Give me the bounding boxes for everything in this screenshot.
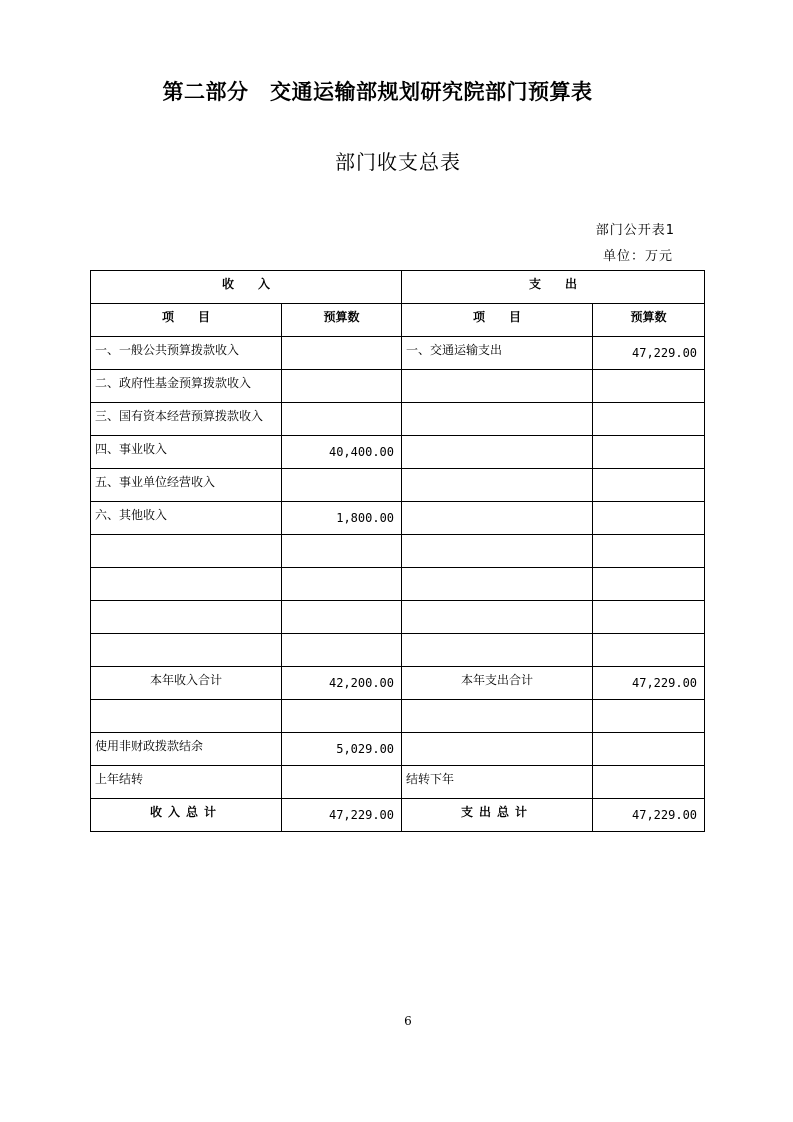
income-grand-total-value: 47,229.00 (282, 799, 402, 832)
expense-budget-header: 预算数 (593, 304, 705, 337)
group-header-row (91, 271, 705, 304)
expense-item (402, 436, 593, 469)
table-row (91, 469, 705, 502)
table-number: 部门公开表1 (595, 223, 675, 238)
carry-over-row (91, 766, 705, 799)
income-item: 四、事业收入 (91, 436, 282, 469)
income-value: 40,400.00 (282, 436, 402, 469)
income-budget-header: 预算数 (282, 304, 402, 337)
carry-next-year-label: 结转下年 (402, 766, 593, 799)
year-income-total-value: 42,200.00 (282, 667, 402, 700)
balance-use-row (91, 733, 705, 766)
income-value (282, 634, 402, 667)
balance-use-value: 5,029.00 (282, 733, 402, 766)
table-title: 部门收支总表 (335, 150, 461, 174)
income-item: 一、一般公共预算拨款收入 (91, 337, 282, 370)
income-item-header: 项 目 (91, 304, 282, 337)
expense-item: 一、交通运输支出 (402, 337, 593, 370)
income-item: 三、国有资本经营预算拨款收入 (91, 403, 282, 436)
balance-use-label: 使用非财政拨款结余 (91, 733, 282, 766)
table-row (91, 700, 705, 733)
income-value: 1,800.00 (282, 502, 402, 535)
expense-value (593, 469, 705, 502)
income-grand-total-label: 收入总计 (91, 799, 282, 832)
expense-value (593, 601, 705, 634)
income-value (282, 370, 402, 403)
expense-item (402, 601, 593, 634)
column-header-row (91, 304, 705, 337)
income-expense-table (90, 270, 705, 832)
year-income-total-label: 本年收入合计 (91, 667, 282, 700)
income-value (282, 535, 402, 568)
carry-next-year-value (593, 766, 705, 799)
expense-item (402, 700, 593, 733)
table-row (91, 634, 705, 667)
income-value (282, 568, 402, 601)
expense-value (593, 436, 705, 469)
income-item (91, 601, 282, 634)
expense-item (402, 469, 593, 502)
expense-item (402, 733, 593, 766)
year-expense-total-value: 47,229.00 (593, 667, 705, 700)
income-item: 五、事业单位经营收入 (91, 469, 282, 502)
expense-value (593, 700, 705, 733)
expense-item (402, 634, 593, 667)
expense-item (402, 403, 593, 436)
grand-total-row (91, 799, 705, 832)
table-row (91, 568, 705, 601)
income-item: 六、其他收入 (91, 502, 282, 535)
expense-item (402, 502, 593, 535)
expense-value (593, 502, 705, 535)
document-title: 第二部分 交通运输部规划研究院部门预算表 (162, 80, 593, 104)
income-item: 二、政府性基金预算拨款收入 (91, 370, 282, 403)
table-row (91, 403, 705, 436)
income-item (91, 535, 282, 568)
expense-value (593, 403, 705, 436)
expense-grand-total-value: 47,229.00 (593, 799, 705, 832)
expense-grand-total-label: 支出总计 (402, 799, 593, 832)
table-row (91, 502, 705, 535)
expense-item-header: 项 目 (402, 304, 593, 337)
income-item (91, 568, 282, 601)
expense-item (402, 535, 593, 568)
expense-group-header: 支 出 (402, 271, 705, 304)
expense-value (593, 733, 705, 766)
prior-year-carry-value (282, 766, 402, 799)
table-row (91, 337, 705, 370)
income-value (282, 700, 402, 733)
income-value (282, 601, 402, 634)
table-row (91, 601, 705, 634)
income-value (282, 403, 402, 436)
year-expense-total-label: 本年支出合计 (402, 667, 593, 700)
income-group-header: 收 入 (91, 271, 402, 304)
expense-item (402, 370, 593, 403)
income-value (282, 469, 402, 502)
expense-value (593, 370, 705, 403)
page-number: 6 (404, 1014, 412, 1028)
income-value (282, 337, 402, 370)
table-row (91, 436, 705, 469)
unit-label: 单位：万元 (602, 249, 673, 264)
expense-item (402, 568, 593, 601)
expense-value (593, 535, 705, 568)
expense-value (593, 568, 705, 601)
income-item (91, 700, 282, 733)
table-row (91, 370, 705, 403)
expense-value (593, 634, 705, 667)
year-total-row (91, 667, 705, 700)
expense-value: 47,229.00 (593, 337, 705, 370)
table-row (91, 535, 705, 568)
income-item (91, 634, 282, 667)
prior-year-carry-label: 上年结转 (91, 766, 282, 799)
